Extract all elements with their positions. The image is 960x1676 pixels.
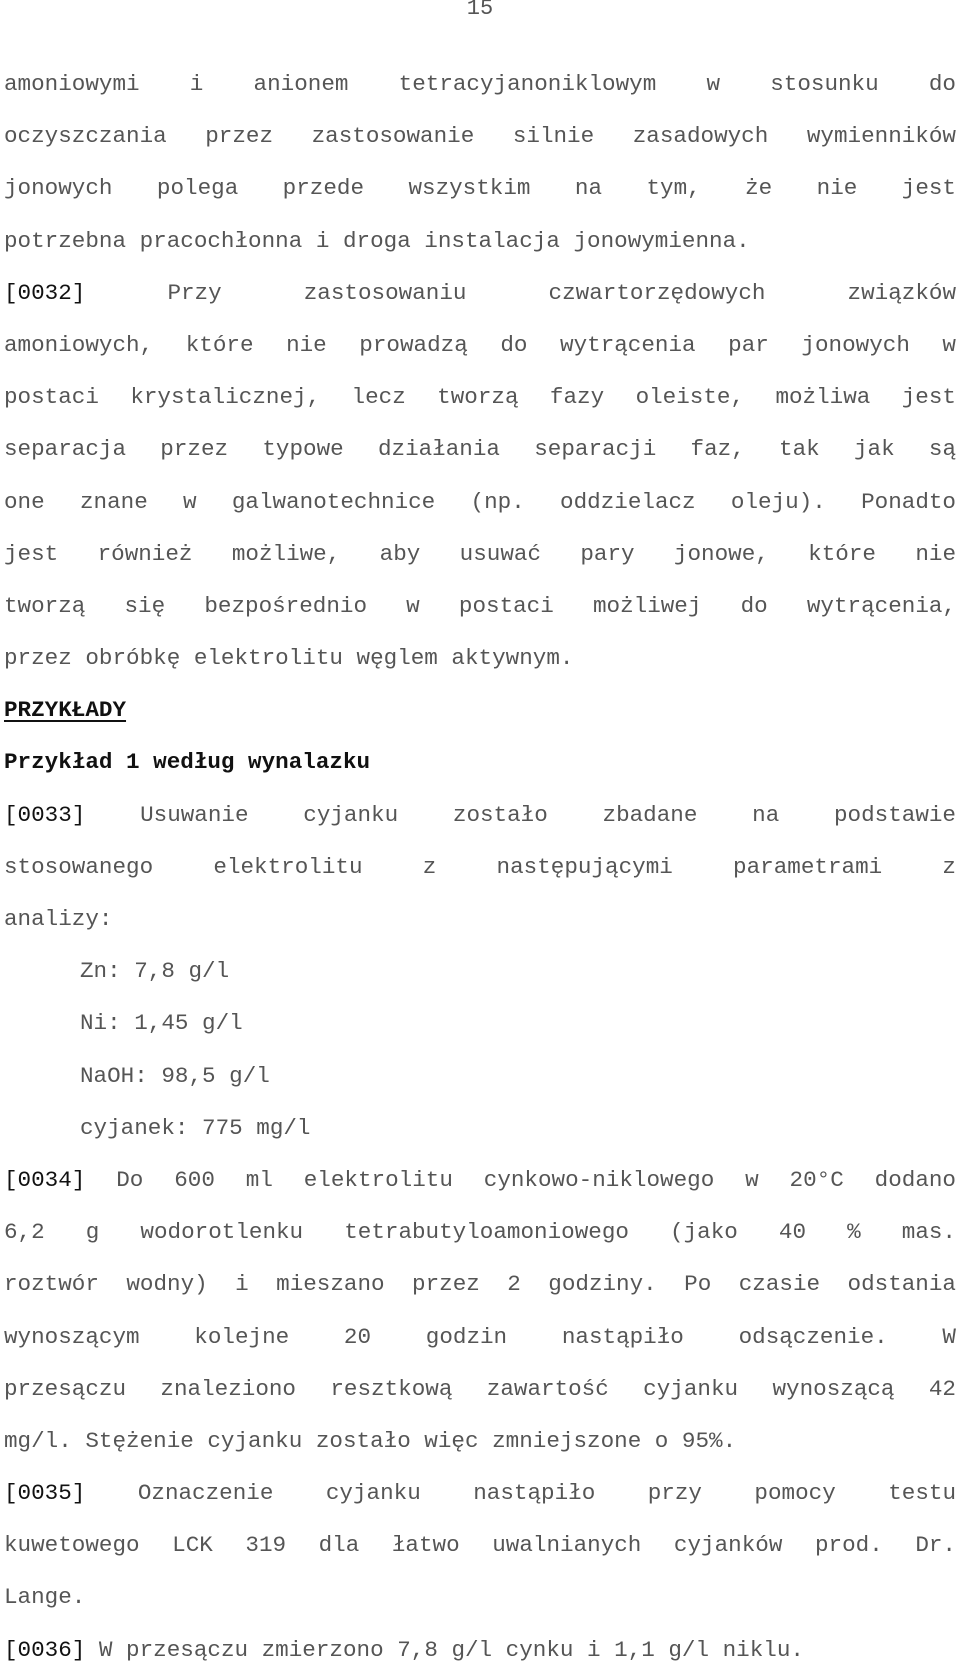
text-line: 6,2 g wodorotlenku tetrabutyloamoniowego (jako 40 % mas. xyxy=(4,1219,956,1246)
document-body xyxy=(4,58,956,1676)
paragraph-id-0036: [0036] xyxy=(4,1636,86,1663)
paragraph-0033-line xyxy=(4,789,956,841)
text-segment: Usuwanie cyjanku zostało zbadane na podstawie xyxy=(140,801,956,828)
text-line: stosowanego elektrolitu z następującymi parametrami z xyxy=(4,853,956,880)
text-line: potrzebna pracochłonna i droga instalacja jonowymienna. xyxy=(4,227,750,254)
paragraph-id-0033: [0033] xyxy=(4,801,86,828)
text-segment: Przy zastosowaniu czwartorzędowych związków xyxy=(167,279,956,306)
text-line: Lange. xyxy=(4,1584,86,1611)
paragraph-0036-line xyxy=(4,1624,956,1676)
text-line: tworzą się bezpośrednio w postaci możliwej do wytrącenia, xyxy=(4,592,956,619)
paragraph-id-0034: [0034] xyxy=(4,1166,86,1193)
text-line: jonowych polega przede wszystkim na tym, że nie jest xyxy=(4,175,956,202)
analysis-naoh: NaOH: 98,5 g/l xyxy=(80,1062,270,1089)
example-1-heading: Przykład 1 według wynalazku xyxy=(4,749,371,776)
section-heading-examples: PRZYKŁADY xyxy=(4,697,127,724)
text-line: przesączu znaleziono resztkową zawartość cyjanku wynoszącą 42 xyxy=(4,1375,956,1402)
paragraph-0035-line xyxy=(4,1467,956,1519)
analysis-ni: Ni: 1,45 g/l xyxy=(80,1010,243,1037)
paragraph-id-0035: [0035] xyxy=(4,1480,86,1507)
text-line: roztwór wodny) i mieszano przez 2 godziny. Po czasie odstania xyxy=(4,1271,956,1298)
text-line: one znane w galwanotechnice (np. oddzielacz oleju). Ponadto xyxy=(4,488,956,515)
text-line: amoniowych, które nie prowadzą do wytrącenia par jonowych w xyxy=(4,331,956,358)
page-number: 15 xyxy=(466,0,494,21)
text-line: mg/l. Stężenie cyjanku zostało więc zmniejszone o 95%. xyxy=(4,1427,737,1454)
text-line: kuwetowego LCK 319 dla łatwo uwalnianych cyjanków prod. Dr. xyxy=(4,1532,956,1559)
paragraph-0034-line xyxy=(4,1154,956,1206)
text-line: analizy: xyxy=(4,906,113,932)
text-line: postaci krystalicznej, lecz tworzą fazy oleiste, możliwa jest xyxy=(4,384,956,411)
text-line: separacja przez typowe działania separacji faz, tak jak są xyxy=(4,436,956,463)
analysis-cyanide: cyjanek: 775 mg/l xyxy=(80,1114,311,1141)
text-segment: W przesączu zmierzono 7,8 g/l cynku i 1,1 g/l niklu. xyxy=(98,1636,804,1663)
text-segment: Oznaczenie cyjanku nastąpiło przy pomocy testu xyxy=(137,1480,956,1507)
analysis-zn: Zn: 7,8 g/l xyxy=(80,958,230,985)
text-line: oczyszczania przez zastosowanie silnie zasadowych wymienników xyxy=(4,123,956,150)
text-segment: Do 600 ml elektrolitu cynkowo-niklowego w 20°C dodano xyxy=(116,1166,956,1193)
paragraph-id-0032: [0032] xyxy=(4,279,86,306)
text-line: amoniowymi i anionem tetracyjanoniklowym w stosunku do xyxy=(4,71,956,97)
paragraph-0032-line xyxy=(4,267,956,319)
text-line: jest również możliwe, aby usuwać pary jonowe, które nie xyxy=(4,540,956,567)
text-line: wynoszącym kolejne 20 godzin nastąpiło odsączenie. W xyxy=(4,1323,956,1350)
text-line: przez obróbkę elektrolitu węglem aktywnym. xyxy=(4,645,574,672)
